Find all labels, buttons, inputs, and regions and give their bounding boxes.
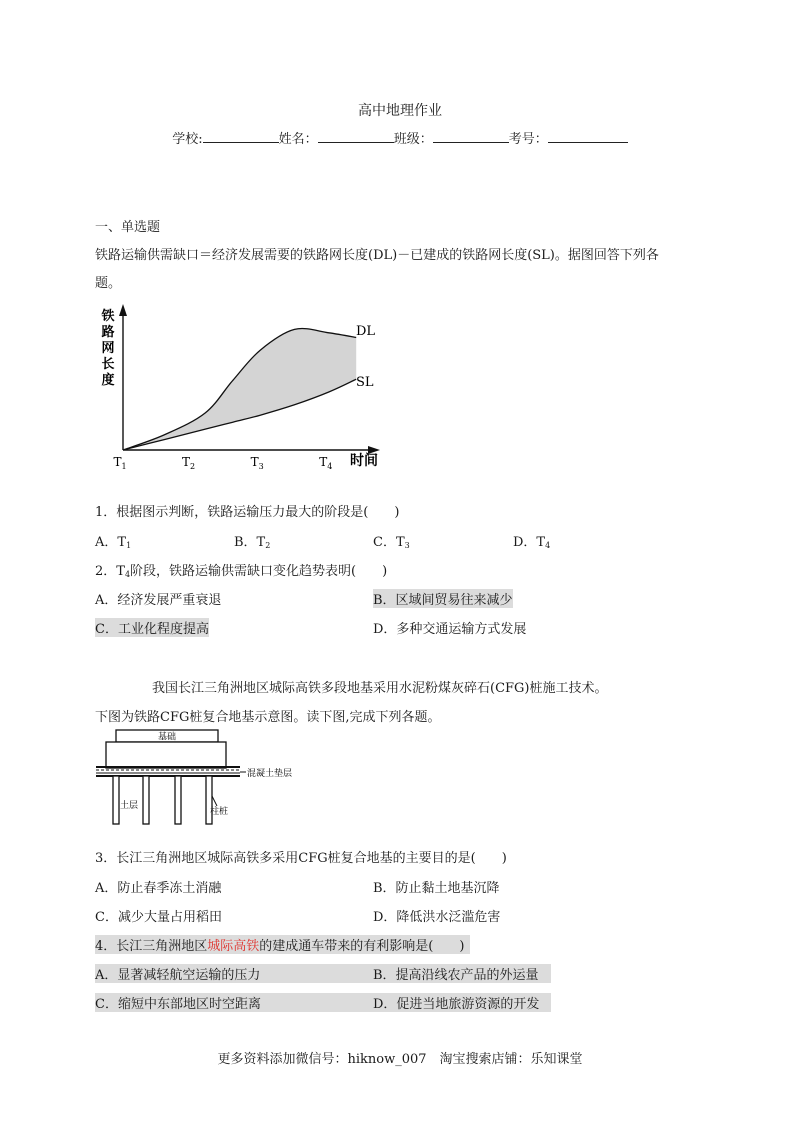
page-title: 高中地理作业 [358,103,442,119]
y-label-char: 长 [101,357,115,372]
chart-x-ticks [113,455,332,471]
pile [113,776,119,824]
group1-intro-line1: 铁路运输供需缺口＝经济发展需要的铁路网长度(DL)－已建成的铁路网长度(SL)。据图回答下列各 [95,248,659,263]
q2-option-b[interactable]: B．区域间贸易往来减少 [373,589,513,608]
q1-option-b[interactable]: B．$T_2$ [234,535,271,550]
label-sl: SL [356,375,374,390]
y-label-char: 网 [101,341,115,356]
x-tick-label: $T_1$ [113,455,127,471]
exam-number-blank[interactable] [548,130,628,143]
q4-options-row-2 [95,993,551,1012]
pile [175,776,181,824]
y-label-char: 度 [101,373,115,388]
name-label: 姓名： [278,132,318,147]
group2-intro-line2: 下图为铁路CFG桩复合地基示意图。读下图,完成下列各题。 [95,710,441,725]
exam-number-label: 考号： [508,132,548,147]
question-3-stem: 3．长江三角洲地区城际高铁多采用CFG桩复合地基的主要目的是( ) [95,851,507,866]
pile-label: 柱桩 [210,807,229,817]
question-4-stem: 4．长江三角洲地区城际高铁的建成通车带来的有利影响是( ) [95,935,470,954]
cfg-pile-diagram [96,726,306,828]
q3-option-b[interactable]: B．防止黏土地基沉降 [373,881,500,896]
chart-y-axis-label [100,308,114,388]
student-info-line [0,128,800,147]
class-blank[interactable] [433,130,509,143]
pile [143,776,149,824]
q2-option-d[interactable]: D．多种交通运输方式发展 [373,622,527,637]
y-label-char: 路 [101,325,115,340]
railway-length-chart [92,298,392,476]
piles [113,776,212,824]
x-tick-label: $T_3$ [250,455,264,471]
footer-note: 更多资料添加微信号：hiknow_007 淘宝搜索店铺：乐知课堂 [217,1052,583,1067]
group1-intro-line2: 题。 [95,276,122,291]
label-dl: DL [356,324,376,339]
x-tick-label: $T_4$ [319,455,333,471]
q4-option-d[interactable]: D．促进当地旅游资源的开发 [373,997,540,1012]
q1-option-d[interactable]: D．$T_4$ [513,535,551,550]
chart-x-axis-label: 时间 [350,453,378,469]
name-blank[interactable] [318,130,394,143]
q4-option-b[interactable]: B．提高沿线农产品的外运量 [373,968,539,983]
foundation-body [106,742,226,768]
q1-option-a[interactable]: A．$T_1$ [95,535,132,550]
group2-intro-line1: 我国长江三角洲地区城际高铁多段地基采用水泥粉煤灰碎石(CFG)桩施工技术。 [152,681,608,696]
q4-option-c[interactable]: C．缩短中东部地区时空距离 [95,997,261,1012]
question-1-stem: 1．根据图示判断，铁路运输压力最大的阶段是( ) [95,505,400,520]
q2-option-a[interactable]: A．经济发展严重衰退 [95,593,222,608]
q3-option-c[interactable]: C．减少大量占用稻田 [95,910,222,925]
pile-leader [212,796,217,806]
question-2-stem: 2．$T_4$阶段，铁路运输供需缺口变化趋势表明( ) [95,564,388,579]
q3-option-d[interactable]: D．降低洪水泛滥危害 [373,910,501,925]
supply-gap-area [123,329,356,450]
cushion-label: 混凝土垫层 [247,769,293,779]
foundation-label: 基础 [157,732,177,743]
q4-options-row-1 [95,964,551,983]
school-blank[interactable] [203,130,279,143]
y-label-char: 铁 [101,309,115,324]
q4-option-a[interactable]: A．显著减轻航空运输的压力 [95,968,261,983]
soil-label: 土层 [120,801,139,811]
school-label: 学校: [172,132,203,147]
chart-y-axis-arrow [119,304,127,316]
class-label: 班级： [393,132,433,147]
q3-option-a[interactable]: A．防止春季冻土消融 [95,881,222,896]
q2-option-c[interactable]: C．工业化程度提高 [95,618,209,637]
section-title: 一、单选题 [95,220,161,235]
x-tick-label: $T_2$ [182,455,196,471]
q1-option-c[interactable]: C．$T_3$ [373,535,410,550]
